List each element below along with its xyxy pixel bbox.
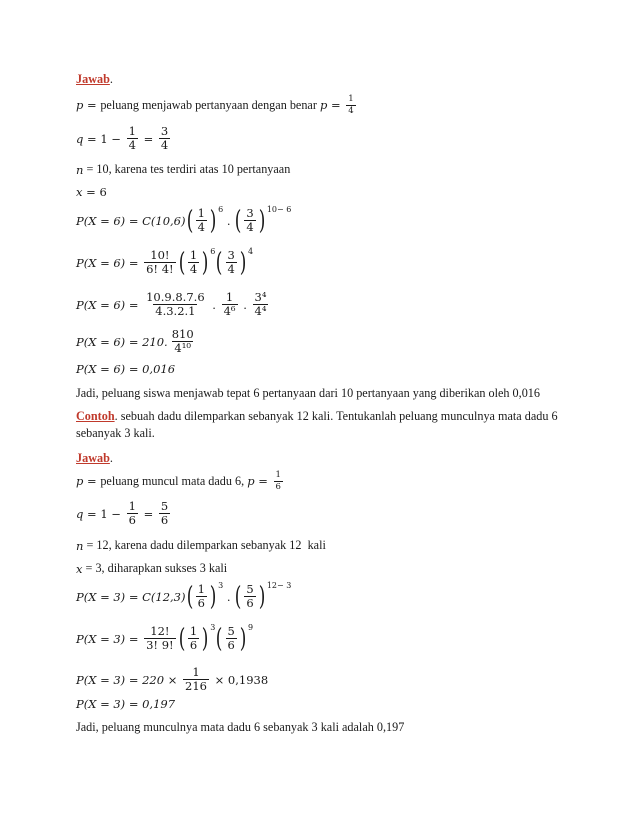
fraction-denominator: 6 [160, 513, 169, 528]
parenthesis: ) [209, 206, 217, 236]
parenthesis: ( [234, 582, 242, 612]
math-text: P(X = 3) = 220 × [76, 673, 182, 687]
math-text: q [76, 507, 84, 521]
math-text: = 1 − [83, 132, 125, 146]
math-text: p [319, 98, 328, 113]
fraction-numerator: 10! [150, 248, 170, 262]
parenthesis: ) [209, 582, 217, 612]
n-definition-1 [76, 162, 290, 177]
parenthesis: ) [201, 624, 209, 654]
math-text: = 3, diharapkan sukses 3 kali [82, 561, 228, 575]
math-text: p [76, 98, 84, 113]
parenthesis: ( [234, 206, 242, 236]
fraction-numerator: 1 [128, 499, 136, 513]
x-definition-2 [76, 561, 227, 576]
jawab-heading-2 [76, 451, 113, 466]
fraction-denominator: 4.3.2.1 [155, 304, 196, 319]
fraction-denominator: 6 [197, 596, 205, 611]
exponent: 6 [218, 205, 224, 214]
fraction [159, 500, 170, 528]
math-text: = 10, karena tes terdiri atas 10 pertanyaan [83, 162, 291, 176]
fraction-denominator: 6 [227, 638, 235, 653]
exponent: 3 [218, 581, 224, 590]
parenthesis: ) [258, 582, 266, 612]
math-text: . [208, 298, 220, 312]
parenthesis: ) [239, 624, 247, 654]
contoh-paragraph-line-1 [76, 409, 558, 424]
math-text: = 1 − [83, 507, 125, 521]
math-text: x [76, 185, 83, 199]
math-text: = [83, 98, 101, 113]
math-text: x [76, 561, 83, 576]
fraction-numerator: 5 [246, 582, 254, 596]
parenthesis: ) [239, 248, 247, 278]
parenthesis: ( [216, 248, 223, 278]
math-text: = [327, 98, 345, 113]
fraction [244, 583, 255, 611]
math-text: = 6 [82, 185, 107, 199]
fraction-denominator: 4 [246, 220, 254, 235]
fraction-denominator: 6! 4! [146, 262, 174, 277]
math-text: P(X = 6) = C(10,6) [76, 214, 186, 228]
exponent: 6 [210, 247, 216, 256]
math-text: = [83, 474, 101, 489]
conclusion-1 [76, 386, 540, 401]
equation-1-line-4 [76, 328, 198, 356]
jawab-heading-1 [76, 72, 113, 87]
fraction-numerator: 12! [150, 624, 170, 638]
parenthesis: ( [186, 206, 193, 236]
math-text: = 12, karena dadu dilemparkan sebanyak 12 kali [83, 538, 326, 552]
jawab-heading-text: Jawab [76, 72, 110, 86]
fraction-denominator: 4⁶ [223, 304, 236, 319]
parenthesis: ( [178, 248, 186, 278]
equation-1-result [76, 362, 175, 376]
fraction-denominator: 4 [189, 262, 198, 277]
math-text: n [76, 162, 84, 177]
math-text: P(X = 3) = [76, 632, 143, 646]
exponent: 9 [248, 623, 254, 632]
math-text: q [76, 132, 84, 146]
math-text: sebanyak 3 kali. [76, 426, 155, 440]
fraction [144, 249, 176, 277]
fraction-numerator: 3 [160, 124, 169, 138]
math-text: = [139, 507, 157, 521]
fraction-numerator: 5 [160, 499, 169, 513]
math-text: . [223, 214, 235, 228]
parenthesis: ( [216, 624, 223, 654]
math-text: Jawab [76, 451, 110, 465]
fraction [244, 207, 255, 235]
math-text: Jadi, peluang siswa menjawab tepat 6 pertanyaan dari 10 pertanyaan yang diberikan oleh 0,016 [76, 386, 540, 400]
contoh-heading: Contoh [76, 409, 115, 423]
q-fraction-a [127, 125, 138, 153]
fraction-denominator: 216 [185, 679, 207, 694]
equation-2-result [76, 697, 175, 711]
equation-2-line-1 [76, 583, 291, 611]
q-definition-1 [76, 125, 172, 153]
math-text: n [76, 538, 84, 553]
math-text: . sebuah dadu dilemparkan sebanyak 12 kali. Tentukanlah peluang munculnya mata dadu 6 [114, 409, 558, 423]
fraction-denominator: 6 [275, 481, 281, 492]
math-text: P(X = 3) = 0,197 [76, 697, 176, 711]
fraction [188, 625, 199, 653]
math-text: P(X = 6) = [76, 256, 143, 270]
exponent: 12− 3 [266, 581, 292, 590]
x-definition-1 [76, 185, 107, 199]
fraction-denominator: 6 [128, 513, 136, 528]
parenthesis: ( [178, 624, 186, 654]
math-text: × 0,1938 [210, 673, 269, 687]
math-text: Jadi, peluang munculnya mata dadu 6 sebanyak 3 kali adalah 0,197 [76, 720, 405, 734]
math-text: P(X = 6) = [76, 298, 143, 312]
p-definition-1 [76, 95, 358, 116]
fraction [170, 328, 196, 356]
fraction-numerator: 3 [246, 206, 254, 220]
fraction-numerator: 10.9.8.7.6 [146, 290, 205, 304]
fraction-numerator: 1 [275, 470, 281, 480]
fraction [196, 583, 207, 611]
math-text: . [109, 451, 113, 465]
math-text: p [247, 474, 255, 489]
fraction [226, 249, 237, 277]
math-text: peluang muncul mata dadu 6, [100, 473, 248, 488]
fraction [188, 249, 199, 277]
q-definition-2 [76, 500, 172, 528]
fraction [127, 500, 138, 528]
fraction [226, 625, 237, 653]
conclusion-2 [76, 720, 404, 735]
fraction-numerator: 1 [348, 94, 354, 104]
p-definition-2 [76, 471, 285, 492]
fraction-numerator: 1 [197, 206, 205, 220]
equation-2-line-3 [76, 666, 268, 694]
fraction-denominator: 4 [348, 105, 354, 116]
fraction [144, 291, 207, 319]
fraction-numerator: 1 [189, 624, 198, 638]
equation-1-line-3 [76, 291, 270, 319]
fraction-denominator: 4⁴ [254, 304, 267, 319]
fraction-numerator: 1 [128, 124, 136, 138]
fraction [222, 291, 238, 319]
fraction-numerator: 1 [197, 582, 205, 596]
fraction-denominator: 4 [227, 262, 235, 277]
fraction [144, 625, 176, 653]
fraction-numerator: 1 [225, 290, 234, 304]
math-text: peluang menjawab pertanyaan dengan benar [100, 97, 320, 112]
fraction-denominator: 6 [189, 638, 198, 653]
fraction-denominator: 4 [197, 220, 205, 235]
parenthesis: ) [258, 206, 266, 236]
fraction-numerator: 1 [192, 665, 200, 679]
math-text: = [254, 474, 272, 489]
fraction-numerator: 5 [227, 624, 235, 638]
fraction-numerator: 810 [171, 327, 194, 341]
q-fraction-b [159, 125, 170, 153]
fraction [253, 291, 269, 319]
math-text: p [76, 474, 84, 489]
fraction-denominator: 4 [160, 138, 169, 153]
fraction [196, 207, 207, 235]
fraction-numerator: 3 [227, 248, 235, 262]
contoh-paragraph-line-2 [76, 426, 155, 441]
fraction-denominator: 6 [246, 596, 254, 611]
fraction-denominator: 4 [128, 138, 136, 153]
fraction-numerator: 1 [189, 248, 198, 262]
fraction-denominator: 4¹⁰ [174, 341, 191, 356]
n-definition-2 [76, 538, 326, 553]
exponent: 3 [210, 623, 216, 632]
equation-1-line-1 [76, 207, 291, 235]
math-text: P(X = 6) = 210. [76, 335, 168, 349]
fraction [274, 471, 283, 492]
equation-1-line-2 [76, 249, 253, 277]
math-text: . [239, 298, 251, 312]
parenthesis: ( [186, 582, 193, 612]
equation-2-line-2 [76, 625, 253, 653]
fraction [183, 666, 209, 694]
math-text: P(X = 6) = 0,016 [76, 362, 176, 376]
exponent: 4 [248, 247, 254, 256]
exponent: 10− 6 [266, 205, 292, 214]
fraction-denominator: 3! 9! [146, 638, 174, 653]
math-text: . [223, 590, 235, 604]
math-text: = [139, 132, 157, 146]
p-fraction [346, 95, 355, 116]
math-text: . [109, 72, 113, 86]
math-text: P(X = 3) = C(12,3) [76, 590, 186, 604]
fraction-numerator: 3⁴ [254, 290, 267, 304]
parenthesis: ) [201, 248, 209, 278]
